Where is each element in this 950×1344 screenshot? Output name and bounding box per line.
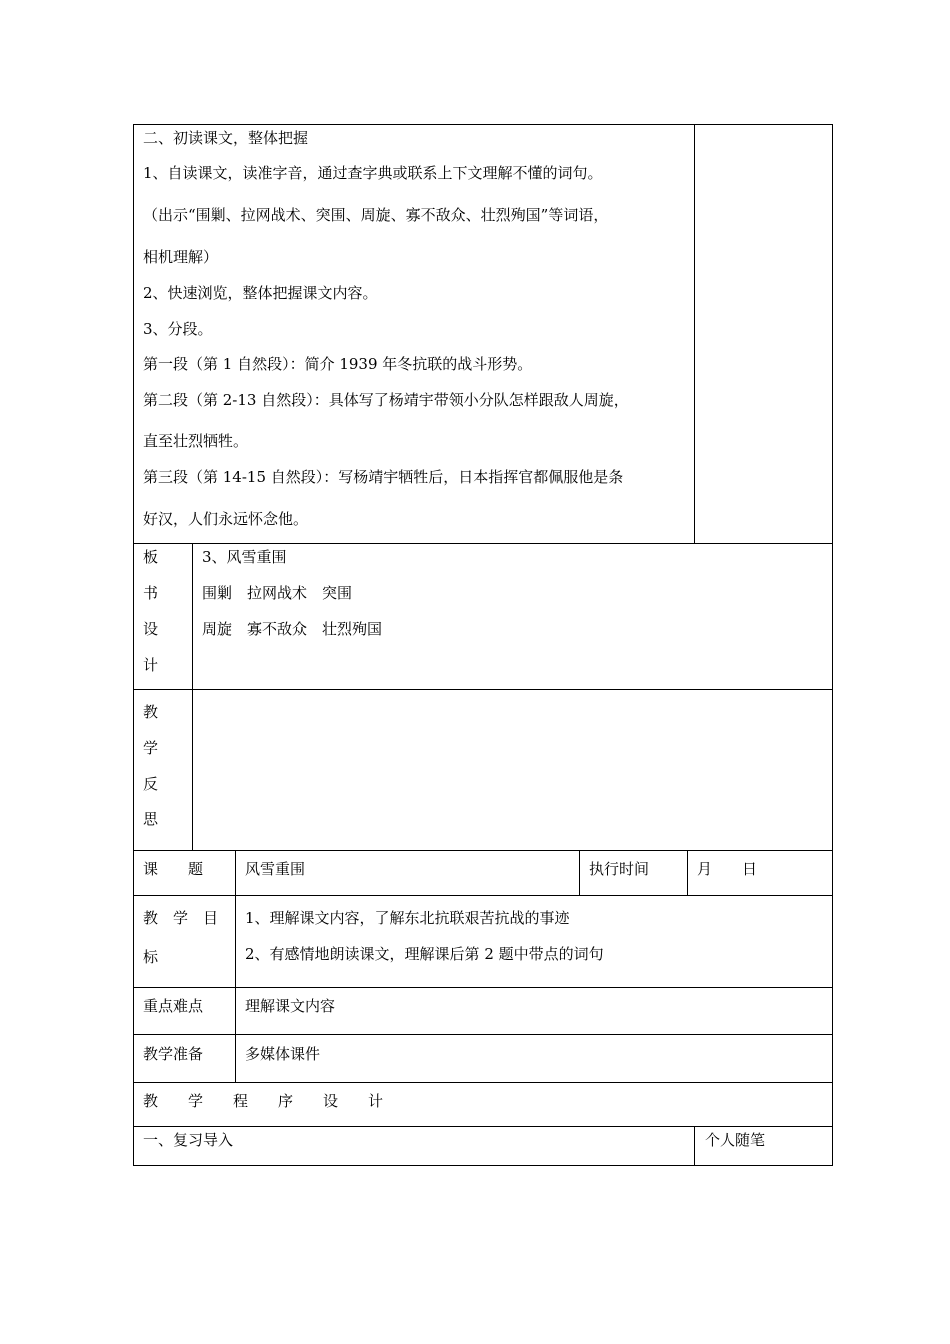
section-line: 第一段（第 1 自然段）：简介 1939 年冬抗联的战斗形势。 (143, 355, 533, 373)
col-divider (694, 124, 695, 544)
row-divider (133, 895, 833, 896)
section-line: 第二段（第 2-13 自然段）：具体写了杨靖宇带领小分队怎样跟敌人周旋， (143, 391, 629, 409)
reflection-label-char: 教 (143, 703, 159, 721)
row-divider (133, 850, 833, 851)
col-divider (687, 850, 688, 896)
time-label: 执行时间 (589, 860, 650, 878)
col-divider (579, 850, 580, 896)
section-line: 1、自读课文，读准字音，通过查字典或联系上下文理解不懂的词句。 (143, 164, 603, 182)
reflection-label-char: 反 (143, 775, 159, 793)
goal-label: 标 (143, 948, 159, 966)
board-line: 周旋 寡不敌众 壮烈殉国 (202, 620, 383, 638)
prep-value: 多媒体课件 (245, 1045, 321, 1063)
col-divider (694, 1126, 695, 1166)
time-value: 月 日 (697, 860, 758, 878)
row-divider (133, 1034, 833, 1035)
section-line: 3、分段。 (143, 320, 213, 338)
lesson-table (133, 124, 833, 1166)
col-divider (235, 850, 236, 1083)
section-line: 相机理解） (143, 248, 219, 266)
board-label-char: 设 (143, 620, 159, 638)
board-line: 3、风雪重围 (202, 548, 287, 566)
goal-line: 1、理解课文内容，了解东北抗联艰苦抗战的事迹 (245, 909, 570, 927)
intro-heading: 一、复习导入 (143, 1131, 234, 1149)
board-label-char: 板 (143, 548, 159, 566)
key-value: 理解课文内容 (245, 997, 336, 1015)
prep-label: 教学准备 (143, 1045, 204, 1063)
notes-label: 个人随笔 (705, 1131, 766, 1149)
design-title: 教 学 程 序 设 计 (143, 1092, 384, 1110)
board-label-char: 书 (143, 584, 159, 602)
reflection-label-char: 思 (143, 810, 159, 828)
col-divider (192, 543, 193, 851)
section-heading: 二、初读课文，整体把握 (143, 129, 309, 147)
section-line: 2、快速浏览，整体把握课文内容。 (143, 284, 378, 302)
topic-label: 课 题 (143, 860, 204, 878)
topic-value: 风雪重围 (245, 860, 306, 878)
key-label: 重点难点 (143, 997, 204, 1015)
section-line: （出示“围剿、拉网战术、突围、周旋、寡不敌众、壮烈殉国”等词语， (143, 206, 609, 224)
row-divider (133, 987, 833, 988)
row-divider (133, 1126, 833, 1127)
section-line: 第三段（第 14-15 自然段）：写杨靖宇牺牲后，日本指挥官都佩服他是条 (143, 468, 624, 486)
row-divider (133, 689, 833, 690)
row-divider (133, 1082, 833, 1083)
board-line: 围剿 拉网战术 突围 (202, 584, 353, 602)
reflection-label-char: 学 (143, 739, 159, 757)
section-line: 直至壮烈牺牲。 (143, 432, 249, 450)
board-label-char: 计 (143, 656, 159, 674)
row-divider (133, 543, 833, 544)
goal-line: 2、有感情地朗读课文，理解课后第 2 题中带点的词句 (245, 945, 604, 963)
section-line: 好汉，人们永远怀念他。 (143, 510, 309, 528)
goal-label: 教 学 目 (143, 909, 219, 927)
